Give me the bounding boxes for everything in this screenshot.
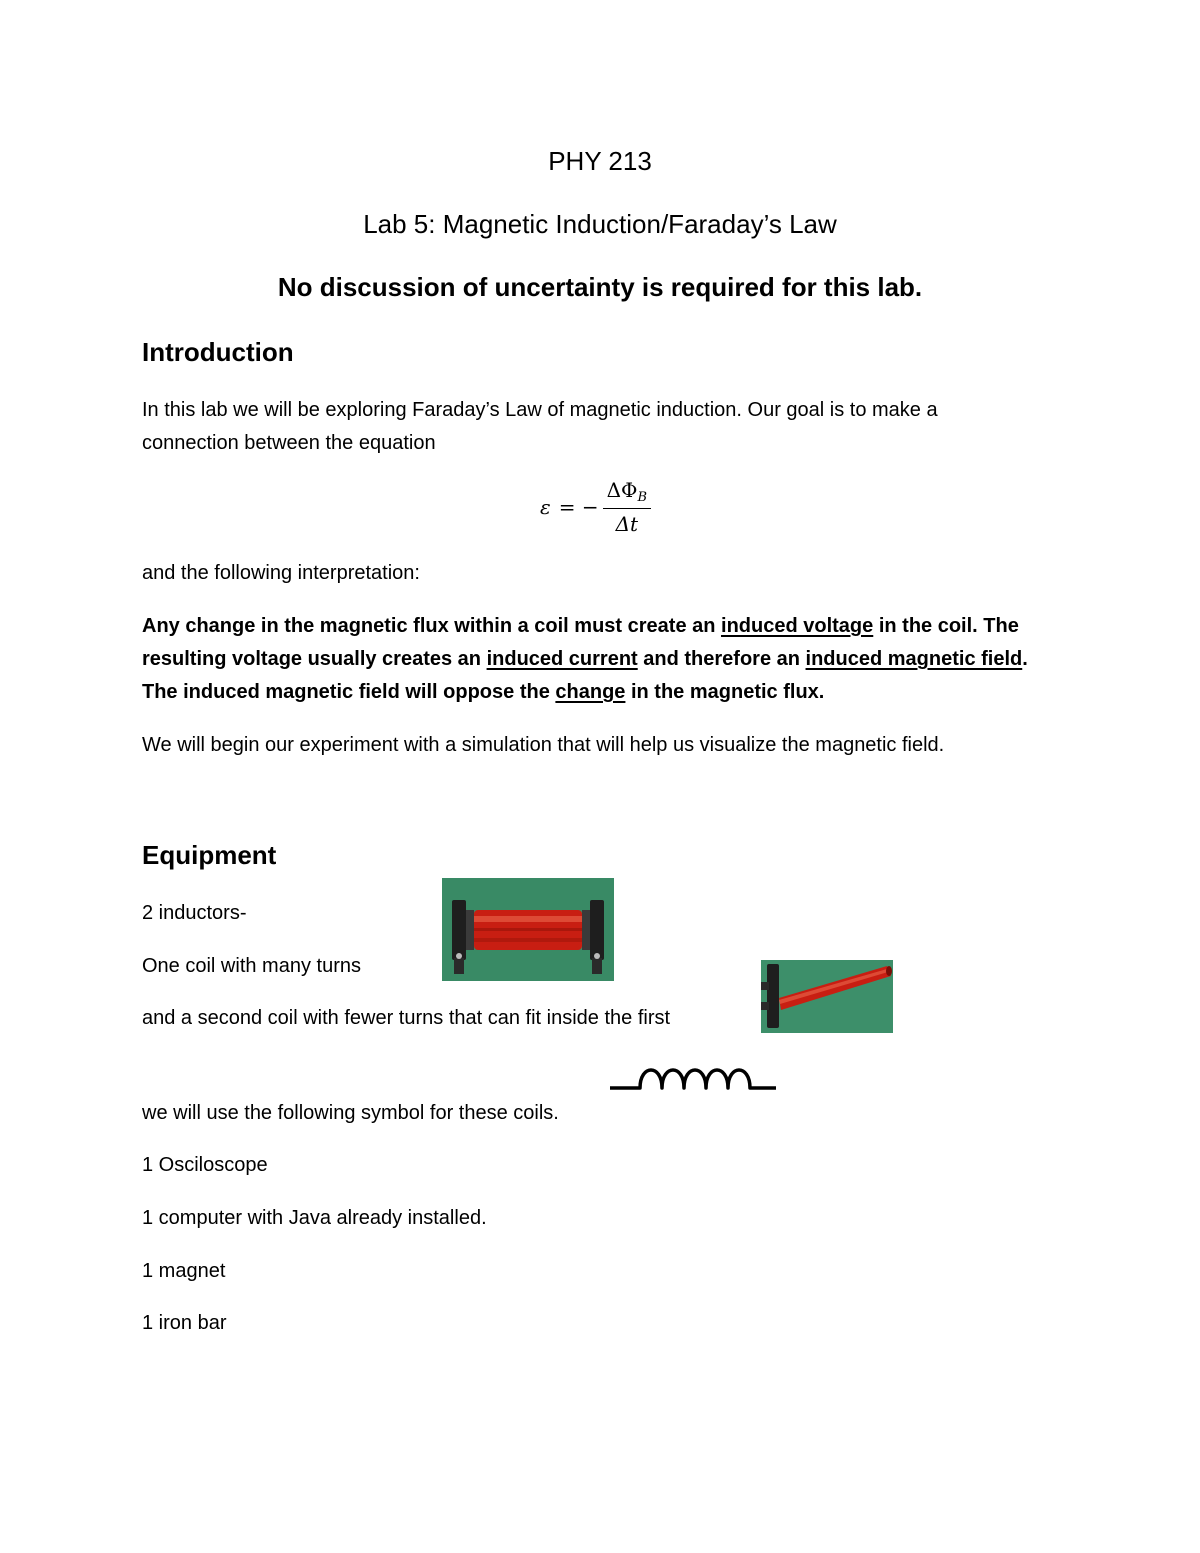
- equipment-item: 2 inductors-: [142, 902, 247, 924]
- equipment-item: 1 magnet: [142, 1260, 226, 1282]
- equipment-heading: Equipment: [142, 840, 277, 870]
- equals-minus: = −: [558, 495, 599, 519]
- inductor-symbol-icon: [610, 1062, 776, 1092]
- interp-text-1: Any change in the magnetic flux within a coil must create an: [142, 615, 722, 637]
- induced-magnetic-field-term: induced magnetic field: [805, 648, 1023, 670]
- delta-t: Δt: [615, 512, 639, 536]
- uncertainty-note: No discussion of uncertainty is required for this lab.: [277, 272, 923, 302]
- equipment-item: 1 Osciloscope: [142, 1154, 268, 1176]
- introduction-heading: Introduction: [142, 337, 294, 367]
- interpretation-intro: and the following interpretation:: [142, 562, 420, 584]
- fraction-denominator: [616, 509, 638, 536]
- lab-title: Lab 5: Magnetic Induction/Faraday’s Law: [363, 209, 837, 239]
- interp-text-4: and therefore an: [637, 648, 806, 670]
- interp-text-6: The induced magnetic field will oppose the: [142, 681, 556, 703]
- flux-fraction: [603, 478, 651, 536]
- equipment-item: and a second coil with fewer turns that can fit inside the first: [142, 1007, 671, 1029]
- faraday-equation: [540, 478, 651, 536]
- delta-phi: ΔΦ: [606, 478, 638, 502]
- equipment-item: we will use the following symbol for these coils.: [142, 1102, 559, 1124]
- simulation-paragraph: We will begin our experiment with a simulation that will help us visualize the magnetic field.: [142, 734, 945, 756]
- interp-text-5: .: [1022, 648, 1028, 670]
- equipment-item: 1 computer with Java already installed.: [142, 1207, 487, 1229]
- interp-line-3: [142, 676, 1028, 709]
- course-title: PHY 213: [548, 146, 652, 176]
- intro-line-1: In this lab we will be exploring Faraday’s Law of magnetic induction. Our goal is to make a: [142, 399, 938, 421]
- intro-line-2: connection between the equation: [142, 432, 436, 454]
- fraction-numerator: [603, 478, 651, 509]
- induced-current-term: induced current: [486, 648, 638, 670]
- small-coil-photo: [761, 960, 893, 1033]
- subscript-b: B: [637, 490, 648, 505]
- induced-voltage-term: induced voltage: [721, 615, 874, 637]
- large-coil-photo: [442, 878, 614, 981]
- interp-text-3: resulting voltage usually creates an: [142, 648, 487, 670]
- interp-text-7: in the magnetic flux.: [625, 681, 825, 703]
- intro-paragraph: [142, 394, 938, 460]
- interp-text-2: in the coil. The: [873, 615, 1019, 637]
- interp-line-1: [142, 610, 1028, 643]
- equipment-item: 1 iron bar: [142, 1312, 227, 1334]
- equipment-item: One coil with many turns: [142, 955, 361, 977]
- interpretation-paragraph: [142, 610, 1028, 709]
- change-term: change: [555, 681, 626, 703]
- interp-line-2: [142, 643, 1028, 676]
- emf-symbol: ε: [540, 495, 551, 519]
